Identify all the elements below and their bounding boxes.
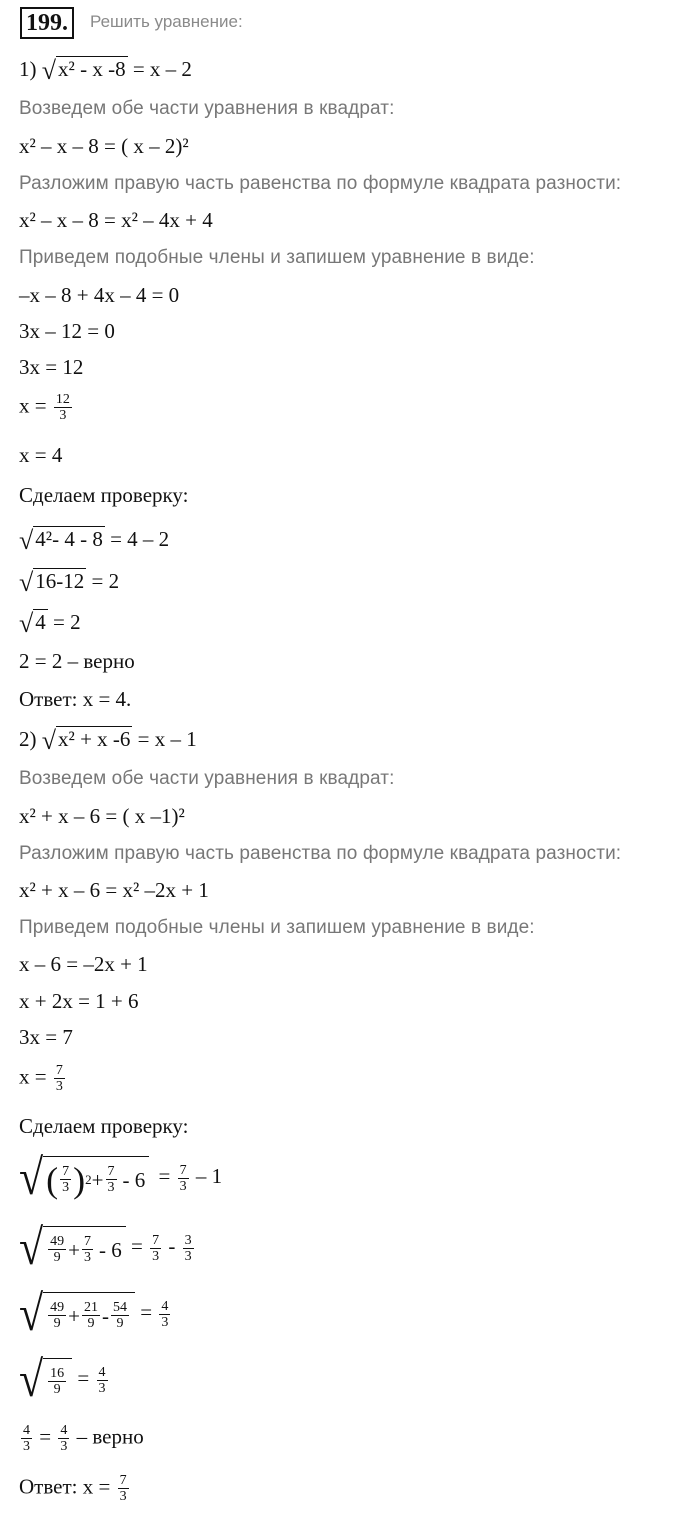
- denominator: 3: [23, 1439, 30, 1454]
- equation-line: x + 2x = 1 + 6: [19, 989, 139, 1013]
- fraction: [54, 392, 72, 423]
- check-line: [19, 1149, 223, 1206]
- equation-line: 3x = 12: [19, 355, 84, 379]
- radical: √ $\frac{49}{9}$ + $\frac{21}{9}$ - $\frac{54}{9}$: [19, 1292, 135, 1336]
- radical: √ ( $\frac{7}{3}$ ) 2 + $\frac{7}{3}$ - 6: [19, 1156, 149, 1200]
- problem-title: Решить уравнение:: [90, 12, 243, 31]
- denominator: 9: [87, 1316, 95, 1331]
- equation-line: x – 6 = –2x + 1: [19, 952, 148, 976]
- term: - 6: [122, 1167, 146, 1192]
- radicand: x² - x -8: [58, 57, 126, 81]
- rhs: = 2: [91, 569, 120, 593]
- check-heading: Сделаем проверку:: [19, 1114, 189, 1138]
- term: - 6: [99, 1237, 122, 1262]
- step-text: Разложим правую часть равенства по формуле квадрата разности:: [19, 843, 622, 864]
- part1-label: 1): [19, 57, 37, 81]
- numerator: 16: [50, 1366, 65, 1381]
- verdict: – верно: [76, 1424, 144, 1449]
- denominator: 9: [116, 1316, 124, 1331]
- minus-sign: -: [168, 1233, 176, 1258]
- denominator: 3: [60, 1439, 68, 1454]
- part1-equation: [19, 56, 192, 84]
- numerator: 7: [62, 1164, 70, 1179]
- equals-sign: =: [131, 1233, 143, 1258]
- term: – 1: [195, 1163, 223, 1188]
- numerator: 54: [113, 1300, 127, 1315]
- step-text: Возведем обе части уравнения в квадрат:: [19, 98, 395, 119]
- answer: [19, 1473, 131, 1504]
- equation-line: [19, 1063, 67, 1094]
- rhs: = 2: [53, 610, 81, 634]
- fraction: [48, 1234, 66, 1265]
- numerator: 7: [84, 1234, 91, 1249]
- fraction: [48, 1366, 66, 1397]
- part2-label: 2): [19, 727, 37, 751]
- rhs: = x – 2: [132, 57, 192, 81]
- radical: √x² - x -8: [41, 56, 126, 85]
- fraction: [54, 1063, 65, 1094]
- denominator: 9: [53, 1250, 61, 1265]
- radicand: 16-12: [35, 569, 85, 593]
- numerator: 21: [84, 1300, 98, 1315]
- denominator: 9: [53, 1382, 61, 1397]
- denominator: 3: [179, 1178, 187, 1194]
- equals-sign: =: [140, 1299, 153, 1324]
- fraction: [183, 1233, 194, 1264]
- fraction: [60, 1164, 71, 1195]
- numerator: 4: [98, 1364, 106, 1380]
- rhs: = x – 1: [137, 727, 197, 751]
- fraction: [82, 1300, 100, 1331]
- step-text: Приведем подобные члены и запишем уравнение в виде:: [19, 247, 535, 268]
- numerator: 4: [60, 1423, 68, 1438]
- denominator: 3: [62, 1180, 70, 1195]
- denominator: 3: [98, 1380, 106, 1396]
- check-line: [19, 609, 81, 637]
- step-text: Возведем обе части уравнения в квадрат:: [19, 768, 395, 789]
- numerator: 4: [161, 1298, 169, 1314]
- numerator: 49: [50, 1300, 65, 1315]
- denominator: 3: [161, 1314, 169, 1330]
- fraction: [21, 1423, 32, 1454]
- denominator: 3: [184, 1248, 192, 1264]
- fraction: [106, 1164, 117, 1195]
- radical: √4: [19, 609, 46, 638]
- lhs: x =: [19, 393, 47, 418]
- fraction: [118, 1473, 129, 1504]
- numerator: 3: [184, 1232, 192, 1248]
- radical: √ $\frac{16}{9}$: [19, 1358, 72, 1402]
- numerator: 7: [55, 1063, 63, 1078]
- fraction: [159, 1299, 170, 1330]
- equation-line: 3x – 12 = 0: [19, 319, 115, 343]
- radicand: 4: [35, 610, 46, 634]
- problem-number: 199.: [20, 7, 74, 39]
- radical: √4²- 4 - 8: [19, 526, 103, 555]
- check-line: [19, 1423, 144, 1454]
- check-line: 2 = 2 – верно: [19, 649, 135, 673]
- answer: Ответ: x = 4.: [19, 687, 132, 711]
- fraction: [97, 1365, 108, 1396]
- numerator: 7: [119, 1473, 127, 1488]
- fraction: [111, 1300, 129, 1331]
- equation-line: x² + x – 6 = x² –2x + 1: [19, 878, 209, 902]
- fraction: [48, 1300, 66, 1331]
- denominator: 3: [84, 1250, 91, 1265]
- equation-line: [19, 392, 74, 423]
- equation-line: 3x = 7: [19, 1025, 73, 1049]
- numerator: 7: [179, 1162, 187, 1178]
- radical: √ $\frac{49}{9}$ + $\frac{7}{3}$ - 6: [19, 1226, 126, 1270]
- equation-line: –x – 8 + 4x – 4 = 0: [19, 283, 180, 307]
- equation-line: x² – x – 8 = x² – 4x + 4: [19, 208, 213, 232]
- equation-line: x² – x – 8 = ( x – 2)²: [19, 134, 189, 158]
- equation-line: x = 4: [19, 443, 63, 467]
- equals-sign: =: [77, 1365, 90, 1390]
- check-line: [19, 1285, 172, 1342]
- equation-line: x² + x – 6 = ( x –1)²: [19, 804, 185, 828]
- radical: √x² + x -6: [41, 726, 131, 755]
- step-text: Приведем подобные члены и запишем уравнение в виде:: [19, 917, 535, 938]
- radical: √16-12: [19, 568, 85, 597]
- numerator: 7: [107, 1164, 115, 1179]
- lhs: x =: [19, 1064, 47, 1089]
- denominator: 3: [119, 1489, 127, 1504]
- numerator: 4: [23, 1423, 30, 1438]
- rhs: = 4 – 2: [110, 527, 170, 551]
- denominator: 9: [53, 1316, 61, 1331]
- part2-equation: [19, 726, 197, 754]
- fraction: [58, 1423, 69, 1454]
- equals-sign: =: [158, 1163, 171, 1188]
- check-heading: Сделаем проверку:: [19, 483, 189, 507]
- numerator: 12: [55, 392, 70, 407]
- numerator: 49: [50, 1234, 65, 1249]
- denominator: 3: [107, 1180, 115, 1195]
- check-line: [19, 526, 169, 554]
- plus-sign: +: [91, 1167, 104, 1192]
- denominator: 3: [59, 408, 67, 423]
- equals-sign: =: [39, 1424, 52, 1449]
- radicand: x² + x -6: [58, 727, 131, 751]
- denominator: 3: [152, 1248, 160, 1264]
- denominator: 3: [55, 1079, 63, 1094]
- fraction: [150, 1233, 161, 1264]
- step-text: Разложим правую часть равенства по формуле квадрата разности:: [19, 173, 622, 194]
- fraction: [82, 1234, 93, 1265]
- fraction: [178, 1163, 189, 1194]
- numerator: 7: [152, 1232, 160, 1248]
- check-line: [19, 1219, 196, 1276]
- check-line: [19, 568, 119, 596]
- check-line: [19, 1351, 110, 1408]
- answer-label: Ответ: x =: [19, 1474, 111, 1499]
- radicand: 4²- 4 - 8: [35, 527, 103, 551]
